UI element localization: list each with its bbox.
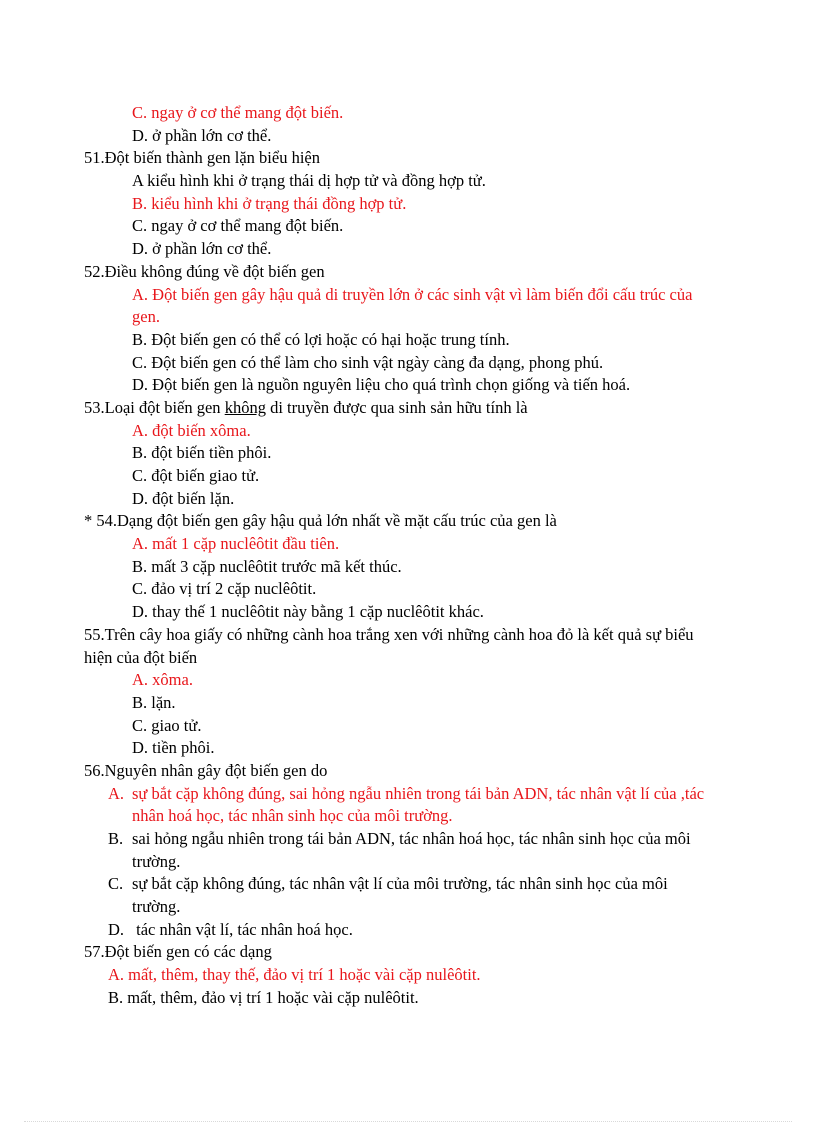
question-text: 52.Điều không đúng về đột biến gen: [84, 261, 325, 281]
answer-option: [0, 919, 816, 942]
question-line: [0, 510, 816, 533]
answer-option: [0, 238, 816, 261]
option-text: sự bắt cặp không đúng, sai hỏng ngẫu nhiên trong tái bản ADN, tác nhân vật lí của ,tác: [132, 783, 705, 803]
option-text: D. ở phần lớn cơ thể.: [132, 239, 272, 259]
option-letter: B.: [108, 829, 124, 848]
option-text: C. đảo vị trí 2 cặp nuclêôtit.: [132, 579, 317, 599]
option-letter: C.: [108, 874, 124, 894]
answer-option: [0, 352, 816, 375]
option-text: tác nhân vật lí, tác nhân hoá học.: [132, 919, 353, 939]
option-text: nhân hoá học, tác nhân sinh học của môi trường.: [132, 806, 453, 826]
question-line: [0, 760, 816, 783]
question-text: * 54.Dạng đột biến gen gây hậu quả lớn nhất về mặt cấu trúc của gen là: [84, 511, 557, 531]
question-line: [0, 941, 816, 964]
option-text: A. xôma.: [132, 670, 193, 690]
option-text: C. Đột biến gen có thể làm cho sinh vật ngày càng đa dạng, phong phú.: [132, 352, 604, 372]
answer-option: [0, 964, 816, 987]
question-text: 57.Đột biến gen có các dạng: [84, 942, 272, 962]
option-text: D. tiền phôi.: [132, 738, 215, 758]
answer-option: [0, 329, 816, 352]
option-text: D. ở phần lớn cơ thể.: [132, 125, 272, 145]
option-text: B. lặn.: [132, 692, 176, 712]
answer-option: [0, 828, 816, 851]
option-text: A. mất 1 cặp nuclêôtit đầu tiên.: [132, 534, 340, 554]
option-text: B. mất, thêm, đảo vị trí 1 hoặc vài cặp nulêôtit.: [108, 987, 419, 1007]
option-text: A kiểu hình khi ở trạng thái dị hợp tử và đồng hợp tử.: [132, 171, 486, 191]
question-list: [0, 102, 816, 1010]
option-letter: D.: [108, 919, 125, 939]
option-text: C. ngay ở cơ thể mang đột biến.: [132, 216, 344, 236]
answer-option: [0, 215, 816, 238]
option-text: B. Đột biến gen có thể có lợi hoặc có hại hoặc trung tính.: [132, 329, 510, 349]
answer-option: [0, 715, 816, 738]
option-text: A. mất, thêm, thay thế, đảo vị trí 1 hoặc vài cặp nulêôtit.: [108, 965, 481, 985]
answer-option: [0, 465, 816, 488]
underlined-word: không: [224, 397, 266, 417]
answer-option: [0, 851, 816, 874]
answer-option: [0, 102, 816, 125]
answer-option: [0, 805, 816, 828]
question-line: [0, 147, 816, 170]
answer-option: [0, 783, 816, 806]
question-text: 56.Nguyên nhân gây đột biến gen do: [84, 760, 328, 780]
option-text: B. kiểu hình khi ở trạng thái đồng hợp tử.: [132, 193, 407, 213]
answer-option: [0, 306, 816, 329]
question-text: 53.Loại đột biến gen: [84, 397, 225, 417]
question-text: 55.Trên cây hoa giấy có những cành hoa trắng xen với những cành hoa đỏ là kết quả sự biểu: [84, 624, 694, 644]
option-text: C. giao tử.: [132, 715, 202, 735]
answer-option: [0, 442, 816, 465]
answer-option: [0, 284, 816, 307]
option-text: sự bắt cặp không đúng, tác nhân vật lí của môi trường, tác nhân sinh học của môi: [132, 874, 668, 894]
answer-option: [0, 374, 816, 397]
question-text: 51.Đột biến thành gen lặn biểu hiện: [84, 148, 320, 168]
option-text: sai hỏng ngẫu nhiên trong tái bản ADN, tác nhân hoá học, tác nhân sinh học của môi: [132, 829, 691, 848]
option-text: B. đột biến tiền phôi.: [132, 443, 272, 463]
answer-option: [0, 420, 816, 443]
option-text: A. đột biến xôma.: [132, 420, 251, 440]
option-letter: A.: [108, 783, 125, 803]
question-line: [0, 397, 816, 420]
question-text: hiện của đột biến: [84, 647, 198, 667]
answer-option: [0, 896, 816, 919]
option-text: gen.: [132, 307, 160, 327]
option-text: A. Đột biến gen gây hậu quả di truyền lớn ở các sinh vật vì làm biến đổi cấu trúc của: [132, 284, 693, 304]
answer-option: [0, 193, 816, 216]
option-text: trường.: [132, 897, 181, 917]
answer-option: [0, 601, 816, 624]
question-line: [0, 261, 816, 284]
option-text: C. ngay ở cơ thể mang đột biến.: [132, 103, 344, 122]
answer-option: [0, 488, 816, 511]
answer-option: [0, 556, 816, 579]
option-text: D. thay thế 1 nuclêôtit này bằng 1 cặp nuclêôtit khác.: [132, 602, 484, 622]
question-line: [0, 647, 816, 670]
question-line: [0, 624, 816, 647]
answer-option: [0, 873, 816, 896]
answer-option: [0, 987, 816, 1010]
answer-option: [0, 737, 816, 760]
option-text: D. đột biến lặn.: [132, 488, 235, 508]
option-text: C. đột biến giao tử.: [132, 466, 260, 485]
page-bottom-rule: [24, 1121, 792, 1122]
answer-option: [0, 669, 816, 692]
answer-option: [0, 578, 816, 601]
question-text: di truyền được qua sinh sản hữu tính là: [265, 397, 528, 417]
answer-option: [0, 125, 816, 148]
answer-option: [0, 692, 816, 715]
answer-option: [0, 170, 816, 193]
answer-option: [0, 533, 816, 556]
option-text: B. mất 3 cặp nuclêôtit trước mã kết thúc.: [132, 556, 402, 576]
option-text: trường.: [132, 851, 181, 871]
option-text: D. Đột biến gen là nguồn nguyên liệu cho quá trình chọn giống và tiến hoá.: [132, 375, 631, 395]
